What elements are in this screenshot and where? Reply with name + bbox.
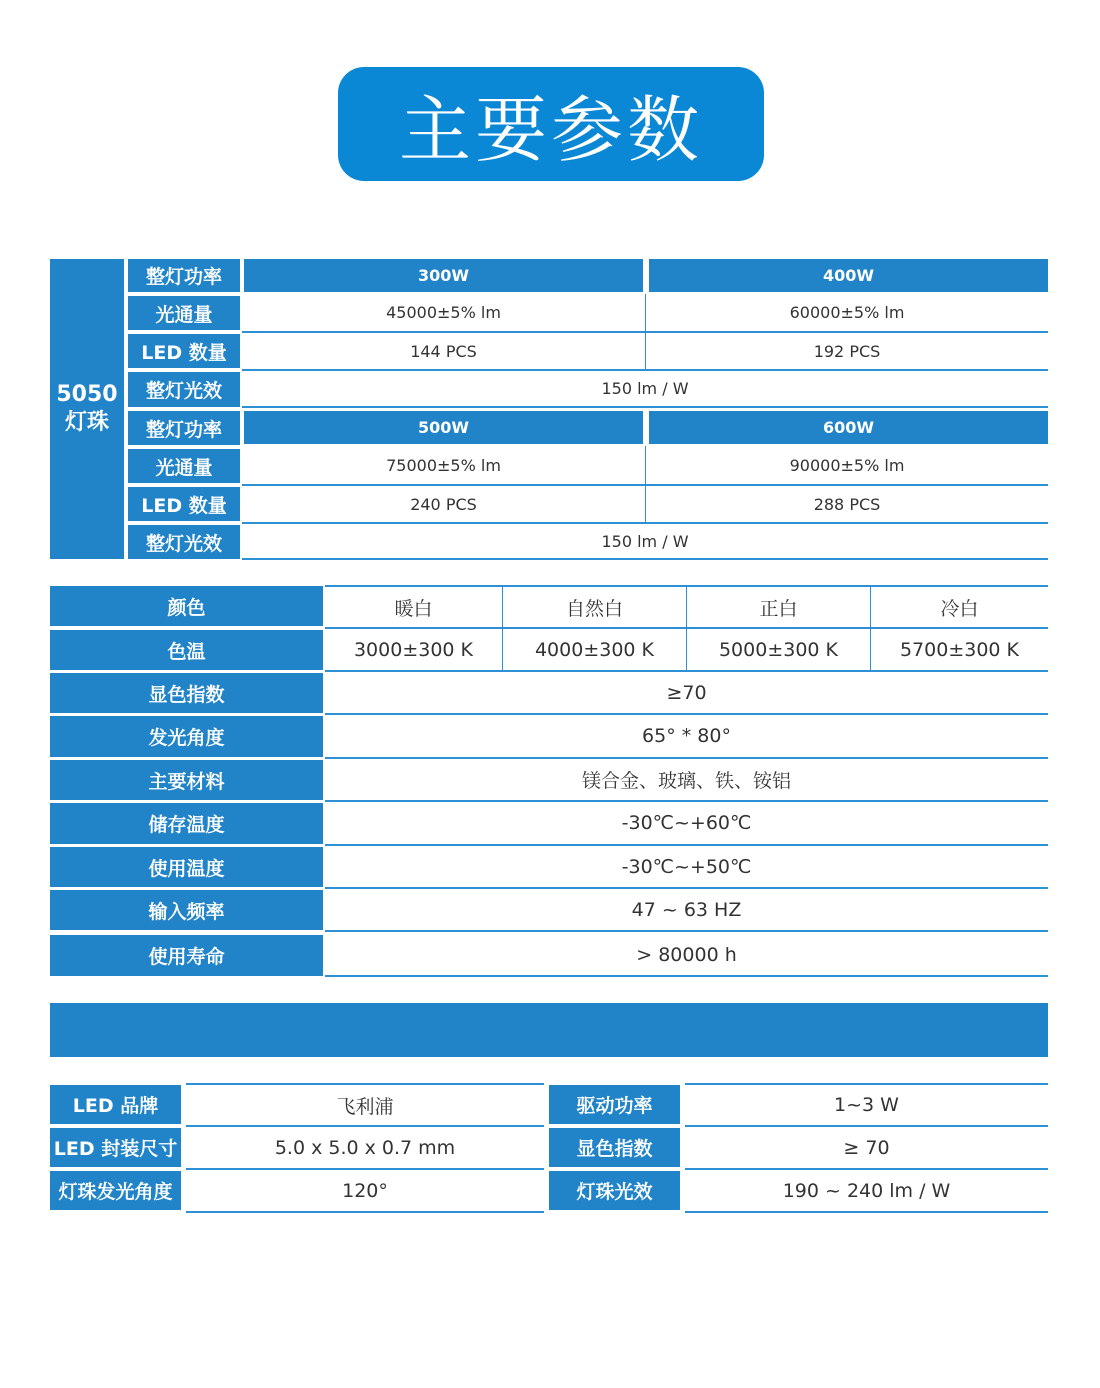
cct-pure: 5000±300 K	[687, 629, 871, 672]
color-natural: 自然白	[503, 587, 687, 629]
flux-500w: 75000±5% lm	[242, 446, 646, 486]
label-flux-b: 光通量	[128, 449, 240, 483]
value-material: 镁合金、玻璃、铁、铵铝	[325, 759, 1048, 802]
label-cri: 显色指数	[50, 673, 323, 713]
color-pure: 正白	[687, 587, 871, 629]
page-title: 主要参数	[338, 67, 764, 181]
value-storage-temp: -30℃~+60℃	[325, 802, 1048, 846]
led-400w: 192 PCS	[646, 333, 1048, 371]
power-600w: 600W	[649, 411, 1048, 444]
label-led-cri: 显色指数	[549, 1128, 680, 1167]
label-led-efficacy: 灯珠光效	[549, 1171, 680, 1210]
label-power-b: 整灯功率	[128, 411, 240, 445]
color-cool: 冷白	[871, 587, 1048, 629]
label-power-a: 整灯功率	[128, 259, 240, 292]
label-cct: 色温	[50, 630, 323, 670]
label-led-brand: LED 品牌	[50, 1085, 181, 1124]
value-led-package: 5.0 x 5.0 x 0.7 mm	[186, 1127, 544, 1170]
value-cri: ≥70	[325, 672, 1048, 715]
value-led-beam-angle: 120°	[186, 1170, 544, 1213]
value-lifespan: > 80000 h	[325, 934, 1048, 977]
label-driver-power: 驱动功率	[549, 1085, 680, 1124]
flux-300w: 45000±5% lm	[242, 294, 646, 333]
label-lifespan: 使用寿命	[50, 935, 323, 976]
value-led-efficacy: 190 ~ 240 lm / W	[685, 1170, 1048, 1213]
led-300w: 144 PCS	[242, 333, 646, 371]
value-led-cri: ≥ 70	[685, 1127, 1048, 1170]
label-operating-temp: 使用温度	[50, 847, 323, 887]
label-led-b: LED 数量	[128, 487, 240, 521]
power-400w: 400W	[649, 259, 1048, 292]
label-eff-b: 整灯光效	[128, 525, 240, 559]
flux-400w: 60000±5% lm	[646, 294, 1048, 333]
power-500w: 500W	[244, 411, 643, 444]
label-beam-angle: 发光角度	[50, 716, 323, 757]
label-led-beam-angle: 灯珠发光角度	[50, 1171, 181, 1210]
label-flux-a: 光通量	[128, 296, 240, 330]
cct-cool: 5700±300 K	[871, 629, 1048, 672]
cct-natural: 4000±300 K	[503, 629, 687, 672]
label-color: 颜色	[50, 586, 323, 626]
group-label-line2: 灯珠	[64, 410, 109, 435]
group-label	[50, 259, 124, 559]
value-operating-temp: -30℃~+50℃	[325, 846, 1048, 889]
label-storage-temp: 储存温度	[50, 803, 323, 844]
flux-600w: 90000±5% lm	[646, 446, 1048, 486]
section-banner	[50, 1003, 1048, 1057]
label-eff-a: 整灯光效	[128, 372, 240, 407]
efficacy-a: 150 lm / W	[242, 371, 1048, 408]
power-300w: 300W	[244, 259, 643, 292]
value-beam-angle: 65° * 80°	[325, 715, 1048, 759]
led-600w: 288 PCS	[646, 486, 1048, 524]
label-led-package: LED 封装尺寸	[50, 1128, 181, 1167]
value-input-frequency: 47 ~ 63 HZ	[325, 889, 1048, 932]
label-material: 主要材料	[50, 760, 323, 800]
group-label-line1: 5050	[56, 382, 118, 407]
efficacy-b: 150 lm / W	[242, 524, 1048, 560]
led-500w: 240 PCS	[242, 486, 646, 524]
value-led-brand: 飞利浦	[186, 1085, 544, 1127]
label-led-a: LED 数量	[128, 334, 240, 368]
color-warm: 暖白	[325, 587, 503, 629]
value-driver-power: 1~3 W	[685, 1085, 1048, 1127]
cct-warm: 3000±300 K	[325, 629, 503, 672]
label-input-frequency: 输入频率	[50, 890, 323, 930]
